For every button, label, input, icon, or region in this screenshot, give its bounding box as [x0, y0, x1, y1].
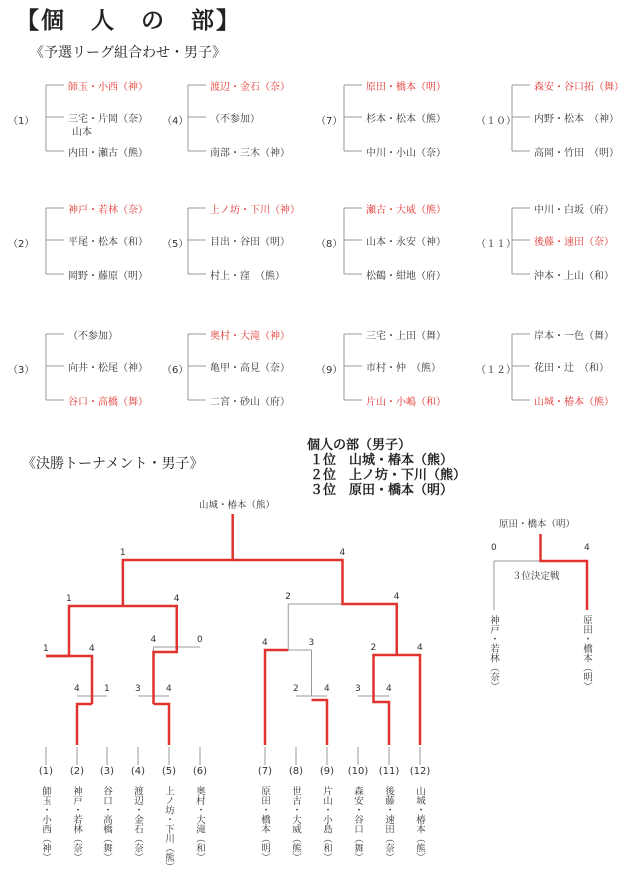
entry-number: (10)	[347, 766, 369, 777]
tournament-heading: 《決勝トーナメント・男子》	[22, 456, 204, 472]
group-label: （１２）	[476, 365, 516, 376]
group-label: （6）	[162, 365, 189, 376]
team-pair: 三宅・上田（舞）	[366, 331, 446, 342]
win-path	[77, 704, 92, 745]
team-pair: 瀬古・大威（熊）	[366, 205, 446, 216]
entry-name: 神戸・若林（奈）	[71, 786, 82, 862]
team-pair: 花田・辻 （和）	[534, 363, 609, 374]
entry-name: 渡辺・金石（奈）	[132, 786, 143, 862]
team-pair: 沖本・上山（和）	[534, 271, 614, 282]
entry-number: (9)	[319, 766, 335, 777]
team-pair: 渡辺・金石（奈）	[210, 82, 290, 93]
match-score: 4	[324, 684, 330, 694]
team-pair: 中川・小山（奈）	[366, 148, 446, 159]
match-score: 4	[74, 684, 80, 694]
team-pair: 森安・谷口拓（舞）	[534, 82, 624, 93]
team-pair: 市村・仲 （熊）	[366, 363, 441, 374]
team-pair: 神戸・若林（奈）	[68, 205, 148, 216]
entry-number: (7)	[257, 766, 273, 777]
entry-number: (6)	[192, 766, 208, 777]
entry-number: (1)	[38, 766, 54, 777]
team-pair: 村上・窪 （熊）	[210, 271, 285, 282]
team-pair: 三宅・片岡（奈）	[68, 114, 148, 125]
team-pair: 中川・白坂（府）	[534, 205, 614, 216]
group-label: （4）	[162, 116, 189, 127]
win-path	[46, 656, 92, 704]
team-pair: 松鶴・紺地（府）	[366, 271, 446, 282]
entry-number: (5)	[161, 766, 177, 777]
win-path	[374, 655, 421, 745]
third-left-score: 0	[491, 543, 497, 553]
entry-name: 世古・大威（熊）	[290, 786, 301, 862]
match-score: 4	[166, 684, 172, 694]
entry-number: (11)	[378, 766, 400, 777]
entry-name: 森安・谷口（舞）	[352, 786, 363, 862]
group-label: （１１）	[476, 239, 516, 250]
result-second: ２位 上ノ坊・下川（熊）	[310, 468, 467, 483]
entry-name: 後藤・速田（奈）	[383, 786, 394, 862]
team-pair: 上ノ坊・下川（神）	[210, 205, 300, 216]
group-label: （9）	[316, 365, 343, 376]
win-path	[123, 514, 233, 606]
match-score: 2	[370, 643, 377, 653]
results-heading: 個人の部（男子）	[307, 438, 412, 453]
third-left-name: 神戸・若林（奈）	[488, 615, 499, 691]
entry-name: 奥村・大滝（和）	[194, 786, 205, 862]
team-pair: 二宮・砂山（府）	[210, 397, 290, 408]
team-pair: 向井・松尾（神）	[68, 363, 148, 374]
match-score: 4	[393, 592, 400, 602]
group-label: （１０）	[476, 116, 516, 127]
match-score: 4	[262, 638, 268, 648]
entry-number: (3)	[99, 766, 115, 777]
team-pair: 後藤・速田（奈）	[534, 237, 614, 248]
third-right-name: 原田・橋本（明）	[581, 615, 592, 691]
entry-name: 師玉・小西（神）	[40, 786, 51, 862]
team-pair: 片山・小嶋（和）	[366, 397, 446, 408]
group-label: （8）	[316, 239, 343, 250]
team-pair: 山本・永安（神）	[366, 237, 446, 248]
match-score: 3	[355, 684, 361, 694]
result-first: １位 山城・椿本（熊）	[310, 453, 454, 468]
third-place-title: ３位決定戦	[512, 571, 560, 582]
entry-number: (12)	[409, 766, 431, 777]
entry-name: 原田・橋本（明）	[259, 786, 270, 862]
team-pair: 亀甲・高見（奈）	[210, 363, 290, 374]
group-label: （7）	[316, 116, 343, 127]
match-score: 0	[197, 635, 203, 645]
entry-name: 谷口・高橋（舞）	[101, 786, 112, 862]
win-path	[312, 700, 328, 745]
champion-label: 山城・椿本（熊）	[199, 500, 276, 511]
group-label: （2）	[8, 239, 35, 250]
entry-number: (4)	[130, 766, 146, 777]
third-place-winner-label: 原田・橋本（明）	[499, 519, 576, 530]
win-path	[233, 560, 397, 655]
match-score: 4	[417, 643, 423, 653]
league-heading: 《予選リーグ組合わせ・男子》	[30, 45, 226, 61]
match-score: 2	[293, 684, 299, 694]
team-note: 山本	[72, 127, 92, 138]
match-score: 2	[285, 592, 291, 602]
win-path	[265, 650, 288, 745]
result-third: ３位 原田・橋本（明）	[310, 483, 454, 498]
third-win-path	[541, 534, 588, 610]
match-score: 4	[173, 594, 180, 604]
team-pair: 目出・谷田（明）	[210, 237, 290, 248]
match-score: 4	[339, 548, 346, 558]
team-pair: 谷口・高橋（舞）	[68, 397, 148, 408]
team-pair: （不参加）	[68, 331, 118, 342]
match-score: 1	[104, 684, 110, 694]
entry-name: 山城・椿本（熊）	[414, 786, 425, 862]
entry-number: (2)	[69, 766, 85, 777]
match-score: 4	[150, 635, 157, 645]
group-label: （5）	[162, 239, 189, 250]
team-pair: 高岡・竹田 （明）	[534, 148, 619, 159]
match-score: 4	[89, 644, 95, 654]
match-score: 1	[66, 594, 72, 604]
match-score: 4	[386, 684, 392, 694]
match-score: 1	[119, 548, 126, 558]
team-pair: 南部・三木（神）	[210, 148, 290, 159]
win-path	[154, 704, 170, 745]
team-pair: 岸本・一色（舞）	[534, 331, 614, 342]
group-label: （1）	[8, 116, 35, 127]
team-pair: 岡野・藤原（明）	[68, 271, 148, 282]
team-pair: 師玉・小西（神）	[68, 82, 148, 93]
team-pair: 内田・瀬古（熊）	[68, 148, 148, 159]
team-pair: （不参加）	[210, 114, 260, 125]
team-pair: 内野・松本 （神）	[534, 114, 619, 125]
entry-name: 上ノ坊・下川（熊）	[163, 786, 174, 872]
team-pair: 平尾・松本（和）	[68, 237, 148, 248]
team-pair: 山城・椿本（熊）	[534, 397, 614, 408]
team-pair: 杉本・松本（熊）	[366, 114, 446, 125]
team-pair: 奥村・大滝（神）	[210, 331, 290, 342]
page-title: 【個 人 の 部】	[16, 8, 241, 34]
third-right-score: 4	[584, 543, 590, 553]
win-path	[46, 606, 123, 656]
group-label: （3）	[8, 365, 35, 376]
team-pair: 原田・橋本（明）	[366, 82, 446, 93]
match-score: 3	[135, 684, 141, 694]
entry-name: 片山・小島（和）	[321, 786, 332, 862]
match-score: 3	[308, 638, 315, 648]
match-score: 1	[43, 644, 49, 654]
entry-number: (8)	[288, 766, 304, 777]
